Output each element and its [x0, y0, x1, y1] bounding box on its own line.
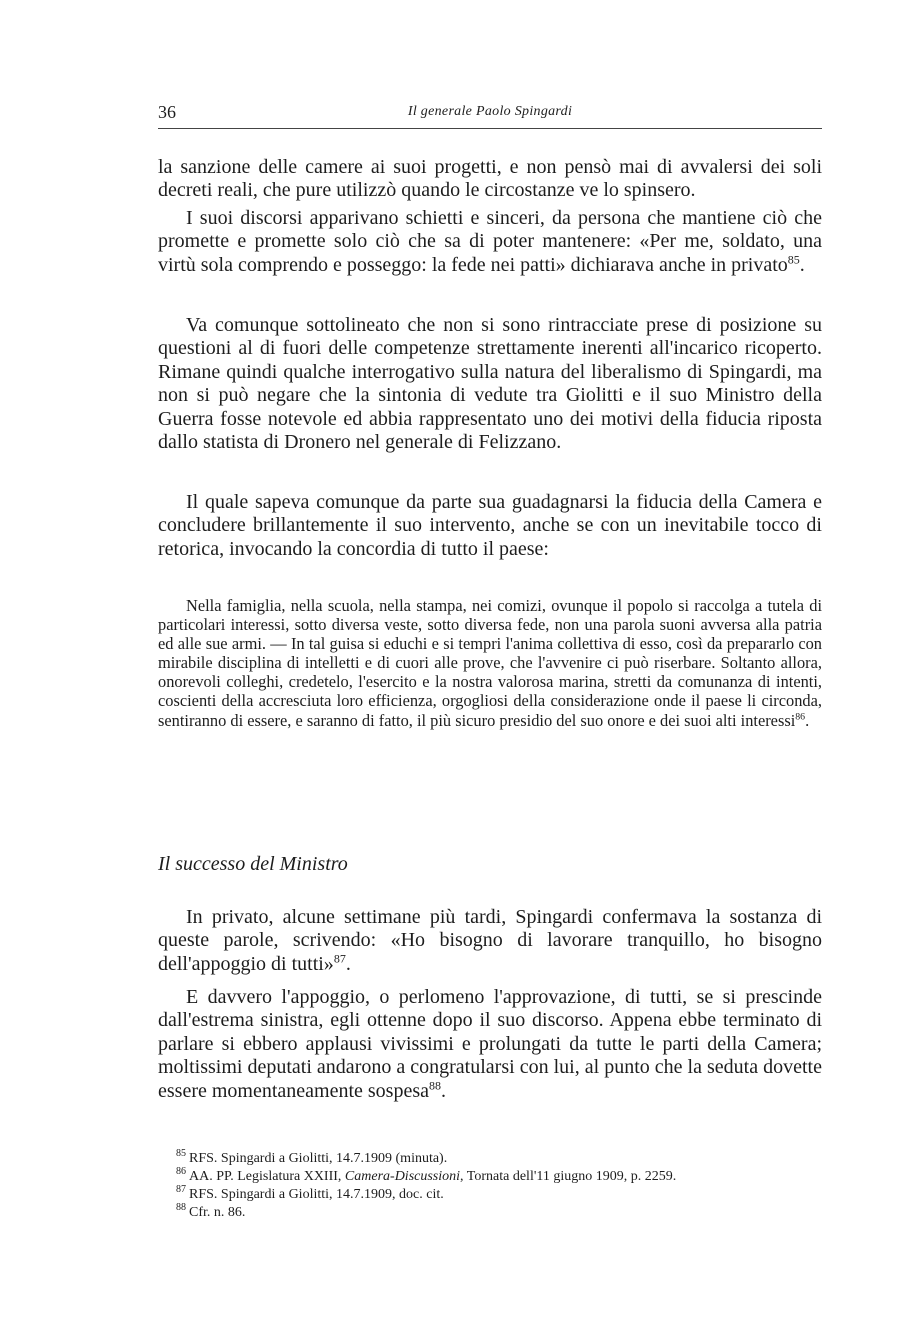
running-title: Il generale Paolo Spingardi — [407, 104, 573, 119]
footnote-ref[interactable]: 85 — [787, 252, 800, 267]
paragraph: la sanzione delle camere ai suoi progetti, e non pensò mai di avvalersi dei soli decreti reali, che pure utilizzò quando le circostanze ve lo spinsero. — [158, 156, 822, 202]
footnote-ref[interactable]: 87 — [333, 951, 346, 966]
footnotes — [176, 1150, 836, 1222]
section-title: Il successo del Ministro — [158, 853, 348, 875]
paragraph: Va comunque sottolineato che non si sono rintracciate prese di posizione su questioni al di fuori delle competenze strettamente inerenti all'incarico ricoperto. Rimane quindi qualche interrogativo sulla natura del liberalismo di Spingardi, ma non si può negare che la sintonia di vedute tra Giolitti e il suo Ministro della Guerra fosse notevole ed abbia rappresentato uno dei motivi della fiducia riposta dallo statista di Dronero nel generale di Felizzano. — [158, 314, 822, 454]
footnote-ref[interactable]: 88 — [429, 1077, 442, 1092]
footnote-88: $^{88}$ Cfr. n. 86. — [176, 1202, 246, 1220]
footnote-source-title: Camera-Discussioni — [344, 1169, 461, 1184]
footnote-85: $^{85}$ RFS. Spingardi a Giolitti, 14.7.1909 (minuta). — [176, 1148, 448, 1166]
footnote-ref[interactable]: 86 — [795, 711, 806, 723]
footnote-86: $^{86}$ AA. PP. Legislatura XXIII, Camera-Discussioni, Tornata dell'11 giugno 1909, p. 2259. — [176, 1166, 677, 1184]
footnote-87: $^{87}$ RFS. Spingardi a Giolitti, 14.7.1909, doc. cit. — [176, 1184, 444, 1202]
paragraph: In privato, alcune settimane più tardi, Spingardi confermava la sostanza di queste parole, scrivendo: «Ho bisogno di lavorare tranquillo, ho bisogno dell'appoggio di tutti»$^{87}$. — [158, 906, 822, 975]
page-number: 36 — [158, 102, 176, 122]
block-quote: Nella famiglia, nella scuola, nella stampa, nei comizi, ovunque il popolo si raccolga a tutela di particolari interessi, sotto diversa veste, sotto diversa fede, non una parola suoni avversa alla patria ed alle sue armi. — In tal guisa si educhi e si tempri l'anima collettiva di esso, così da prepararlo con mirabile disciplina di intelletti e di cuori alle prove, che l'avvenire ci può riserbare. Soltanto allora, onorevoli colleghi, credetelo, l'esercito e la nostra valorosa marina, stretti da comunanza di intenti, coscienti della accresciuta loro efficienza, orgogliosi della considerazione onde il paese li circonda, sentiranno di essere, e saranno di fatto, il più sicuro presidio del suo onore e dei suoi alti interessi$^{86}$. — [158, 596, 822, 730]
paragraph: Il quale sapeva comunque da parte sua guadagnarsi la fiducia della Camera e concludere brillantemente il suo intervento, anche se con un inevitabile tocco di retorica, invocando la concordia di tutto il paese: — [158, 491, 822, 560]
paragraph: I suoi discorsi apparivano schietti e sinceri, da persona che mantiene ciò che promette e promette solo ciò che sa di poter mantenere: «Per me, soldato, una virtù sola comprendo e posseggo: la fede nei patti» dichiarava anche in privato$^{85}$. — [158, 207, 822, 276]
running-header — [158, 96, 822, 129]
paragraph: E davvero l'appoggio, o perlomeno l'approvazione, di tutti, se si prescinde dall'estrema sinistra, egli ottenne dopo il suo discorso. Appena ebbe terminato di parlare si ebbero applausi vivissimi e prolungati da tutte le parti della Camera; moltissimi deputati andarono a congratularsi con lui, al punto che la seduta dovette essere momentaneamente sospesa$^{88}$. — [158, 986, 822, 1102]
